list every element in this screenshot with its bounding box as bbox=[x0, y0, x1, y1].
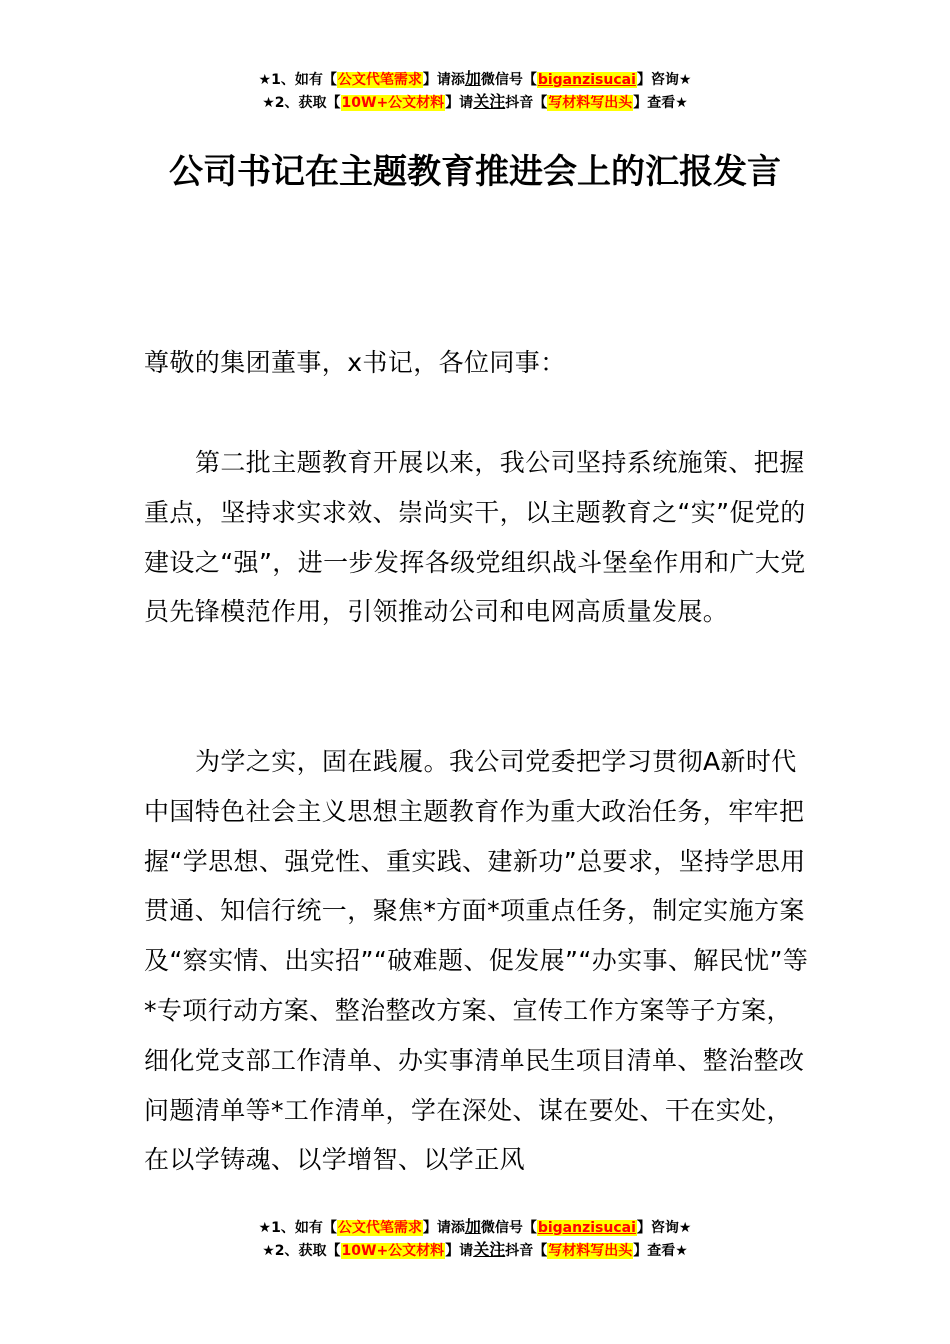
banner-line-2: ★2、获取【10W+公文材料】请关注抖音【写材料写出头】查看★ bbox=[262, 1240, 688, 1259]
banner-highlight: 10W+公文材料 bbox=[341, 95, 445, 111]
document-title: 公司书记在主题教育推进会上的汇报发言 bbox=[169, 152, 781, 192]
paragraph-1: 第二批主题教育开展以来，我公司坚持系统施策、把握重点，坚持求实求效、崇尚实干，以主题教育之“实”促党的建设之“强”，进一步发挥各级党组织战斗堡垒作用和广大党员先锋模范作用，引领推动公司和电网高质量发展。 bbox=[144, 448, 806, 627]
wechat-id: biganzisucai bbox=[537, 1220, 636, 1236]
salutation: 尊敬的集团董事，x书记，各位同事： bbox=[144, 348, 566, 377]
banner-line-2: ★2、获取【10W+公文材料】请关注抖音【写材料写出头】查看★ bbox=[262, 92, 688, 111]
header-banner bbox=[0, 68, 950, 114]
douyin-id: 写材料写出头 bbox=[548, 1243, 633, 1259]
banner-highlight: 公文代笔需求 bbox=[337, 72, 422, 88]
banner-highlight: 公文代笔需求 bbox=[337, 1220, 422, 1236]
footer-banner bbox=[0, 1216, 950, 1262]
banner-line-1: ★1、如有【公文代笔需求】请添加微信号【biganzisucai】咨询★ bbox=[258, 1217, 692, 1236]
wechat-id: biganzisucai bbox=[537, 72, 636, 88]
douyin-id: 写材料写出头 bbox=[548, 95, 633, 111]
banner-highlight: 10W+公文材料 bbox=[341, 1243, 445, 1259]
banner-line-1: ★1、如有【公文代笔需求】请添加微信号【biganzisucai】咨询★ bbox=[258, 69, 692, 88]
paragraph-2: 为学之实，固在践履。我公司党委把学习贯彻A新时代中国特色社会主义思想主题教育作为重大政治任务，牢牢把握“学思想、强党性、重实践、建新功”总要求，坚持学思用贯通、知信行统一，聚焦*方面*项重点任务，制定实施方案及“察实情、出实招”“破难题、促发展”“办实事、解民忧”等*专项行动方案、整治整改方案、宣传工作方案等子方案，细化党支部工作清单、办实事清单民生项目清单、整治整改问题清单等*工作清单，学在深处、谋在要处、干在实处，在以学铸魂、以学增智、以学正风 bbox=[144, 747, 809, 1175]
